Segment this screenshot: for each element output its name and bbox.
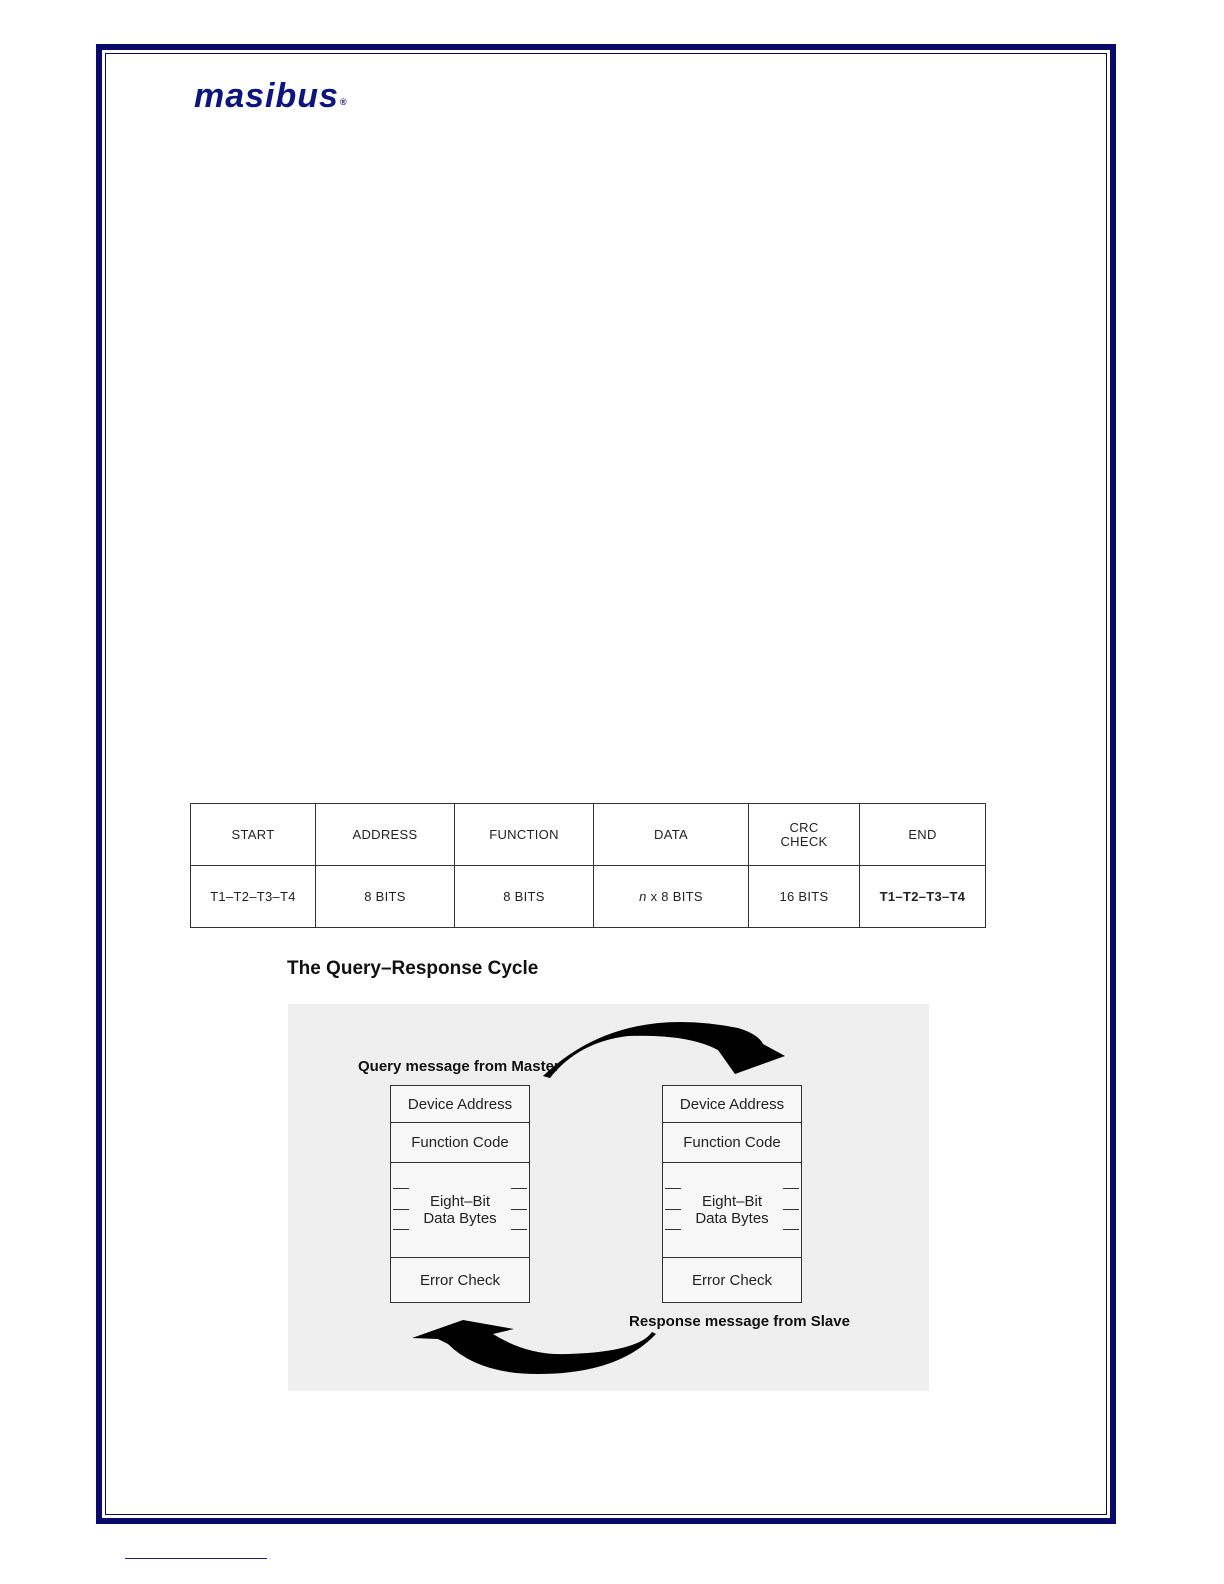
- query-response-figure: [288, 1004, 929, 1391]
- header-start: START: [191, 804, 316, 866]
- query-message-block: [390, 1085, 530, 1303]
- table-header-row: [191, 804, 986, 866]
- header-crc-check: [749, 804, 860, 866]
- query-function-code: Function Code: [391, 1123, 529, 1163]
- header-crc-line2: CHECK: [780, 833, 828, 849]
- response-data-line2: Data Bytes: [695, 1210, 769, 1227]
- response-label: Response message from Slave: [629, 1313, 850, 1330]
- header-function: FUNCTION: [455, 804, 594, 866]
- value-data-rest: x 8 BITS: [646, 889, 703, 904]
- query-data-line1: Eight–Bit: [429, 1193, 491, 1210]
- value-function: 8 BITS: [455, 866, 594, 928]
- masibus-logo: [194, 76, 348, 116]
- header-end: END: [860, 804, 986, 866]
- value-start: T1–T2–T3–T4: [191, 866, 316, 928]
- value-data-n: n: [639, 889, 647, 904]
- cycle-title: The Query–Response Cycle: [287, 958, 539, 979]
- arrow-left-icon: [412, 1320, 656, 1374]
- response-error-check: Error Check: [691, 1271, 773, 1289]
- response-function-code: Function Code: [663, 1123, 801, 1163]
- response-message-block: [662, 1085, 802, 1303]
- footer-rule: [125, 1558, 267, 1559]
- logo-text: masibus: [194, 77, 339, 115]
- query-device-address: Device Address: [391, 1086, 529, 1123]
- query-data-bytes: [391, 1163, 529, 1258]
- response-data-bytes: [663, 1163, 801, 1258]
- table-value-row: [191, 866, 986, 928]
- value-data: [594, 866, 749, 928]
- query-error-check: Error Check: [419, 1271, 501, 1289]
- header-crc-line1: CRC: [789, 819, 819, 835]
- response-data-line1: Eight–Bit: [701, 1193, 763, 1210]
- header-data: DATA: [594, 804, 749, 866]
- value-address: 8 BITS: [316, 866, 455, 928]
- message-frame-table: [190, 803, 986, 928]
- query-label: Query message from Master: [358, 1058, 560, 1075]
- registered-mark: ®: [339, 97, 348, 107]
- header-address: ADDRESS: [316, 804, 455, 866]
- arrow-right-icon: [543, 1022, 785, 1078]
- value-end: T1–T2–T3–T4: [860, 866, 986, 928]
- response-device-address: Device Address: [663, 1086, 801, 1123]
- value-crc: 16 BITS: [749, 866, 860, 928]
- query-data-line2: Data Bytes: [423, 1210, 497, 1227]
